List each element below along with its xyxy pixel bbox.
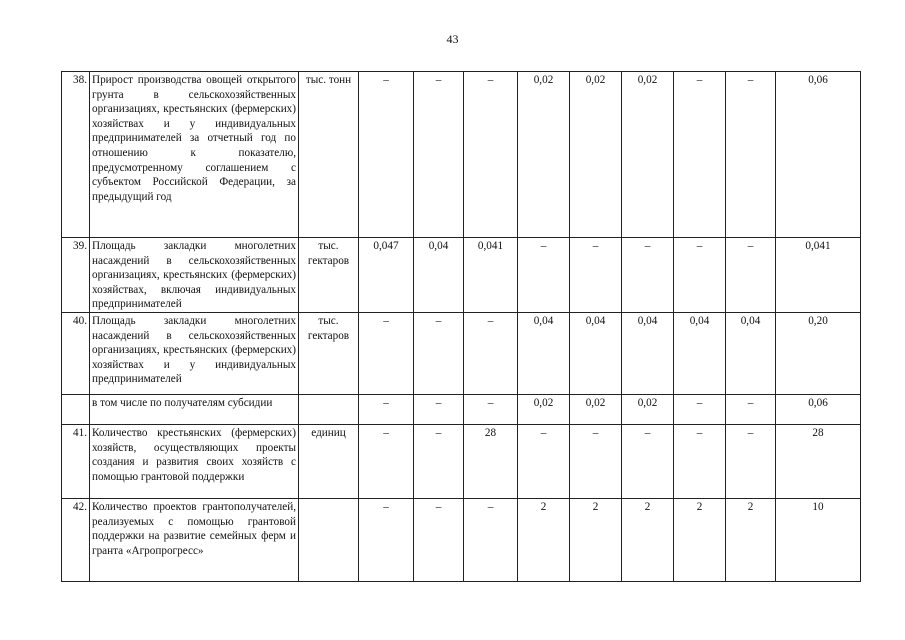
- table-row: [62, 394, 861, 424]
- value-cell: –: [414, 312, 464, 394]
- value-cell: –: [726, 394, 776, 424]
- value-cell: 0,04: [726, 312, 776, 394]
- row-description: Количество проектов грантополучателей, реализуемых с помощью грантовой поддержки на развитие семейных ферм и гранта «Агропрогресс»: [90, 498, 299, 581]
- value-cell: –: [726, 424, 776, 498]
- value-cell: –: [570, 238, 622, 313]
- row-description: Прирост производства овощей открытого грунта в сельскохозяйственных организациях, крестьянских (фермерских) хозяйствах и у индивидуальных предпринимателей за отчетный год по отношению к показателю, предусмотренному соглашением с субъектом Российской Федерации, за предыдущий год: [90, 72, 299, 238]
- value-cell: 2: [518, 498, 570, 581]
- value-cell: 0,04: [518, 312, 570, 394]
- total-cell: 0,06: [776, 72, 861, 238]
- table-row: [62, 312, 861, 394]
- value-cell: –: [464, 394, 518, 424]
- total-cell: 0,06: [776, 394, 861, 424]
- table-row: [62, 238, 861, 313]
- row-number: 40.: [62, 312, 90, 394]
- value-cell: 2: [570, 498, 622, 581]
- value-cell: 0,02: [570, 394, 622, 424]
- value-cell: 2: [726, 498, 776, 581]
- value-cell: –: [674, 72, 726, 238]
- table-row: [62, 498, 861, 581]
- value-cell: 0,04: [674, 312, 726, 394]
- value-cell: –: [464, 498, 518, 581]
- value-cell: –: [674, 424, 726, 498]
- value-cell: 0,02: [518, 72, 570, 238]
- row-description: Площадь закладки многолетних насаждений в сельскохозяйственных организациях, крестьянских (фермерских) хозяйствах, включая индивидуальных предпринимателей: [90, 238, 299, 313]
- value-cell: –: [359, 424, 414, 498]
- page-number: 43: [446, 32, 459, 46]
- total-cell: 0,041: [776, 238, 861, 313]
- value-cell: 0,04: [414, 238, 464, 313]
- row-number: 42.: [62, 498, 90, 581]
- value-cell: 0,04: [570, 312, 622, 394]
- row-unit: тыс. тонн: [299, 72, 359, 238]
- value-cell: 2: [622, 498, 674, 581]
- value-cell: –: [464, 72, 518, 238]
- row-number: [62, 394, 90, 424]
- table-row: [62, 72, 861, 238]
- value-cell: –: [359, 312, 414, 394]
- value-cell: –: [414, 394, 464, 424]
- value-cell: 28: [464, 424, 518, 498]
- value-cell: –: [726, 238, 776, 313]
- table-row: [62, 424, 861, 498]
- total-cell: 10: [776, 498, 861, 581]
- row-unit: [299, 498, 359, 581]
- value-cell: 0,04: [622, 312, 674, 394]
- value-cell: 0,02: [622, 72, 674, 238]
- value-cell: –: [622, 424, 674, 498]
- row-number: 38.: [62, 72, 90, 238]
- row-number: 39.: [62, 238, 90, 313]
- row-unit: [299, 394, 359, 424]
- value-cell: 0,047: [359, 238, 414, 313]
- row-description: Количество крестьянских (фермерских) хозяйств, осуществляющих проекты создания и развития своих хозяйств с помощью грантовой поддержки: [90, 424, 299, 498]
- row-unit: единиц: [299, 424, 359, 498]
- value-cell: –: [414, 424, 464, 498]
- value-cell: 0,02: [518, 394, 570, 424]
- value-cell: 0,041: [464, 238, 518, 313]
- value-cell: –: [674, 394, 726, 424]
- value-cell: 2: [674, 498, 726, 581]
- value-cell: –: [414, 72, 464, 238]
- value-cell: 0,02: [570, 72, 622, 238]
- value-cell: –: [674, 238, 726, 313]
- row-description: Площадь закладки многолетних насаждений в сельскохозяйственных организациях, крестьянских (фермерских) хозяйствах и у индивидуальных предпринимателей: [90, 312, 299, 394]
- value-cell: –: [359, 394, 414, 424]
- value-cell: –: [359, 72, 414, 238]
- value-cell: –: [570, 424, 622, 498]
- total-cell: 28: [776, 424, 861, 498]
- row-description: в том числе по получателям субсидии: [90, 394, 299, 424]
- value-cell: –: [518, 424, 570, 498]
- total-cell: 0,20: [776, 312, 861, 394]
- value-cell: –: [518, 238, 570, 313]
- value-cell: –: [726, 72, 776, 238]
- indicators-table: [61, 71, 861, 582]
- row-unit: тыс. гектаров: [299, 312, 359, 394]
- value-cell: –: [414, 498, 464, 581]
- value-cell: 0,02: [622, 394, 674, 424]
- value-cell: –: [359, 498, 414, 581]
- row-unit: тыс. гектаров: [299, 238, 359, 313]
- value-cell: –: [464, 312, 518, 394]
- row-number: 41.: [62, 424, 90, 498]
- value-cell: –: [622, 238, 674, 313]
